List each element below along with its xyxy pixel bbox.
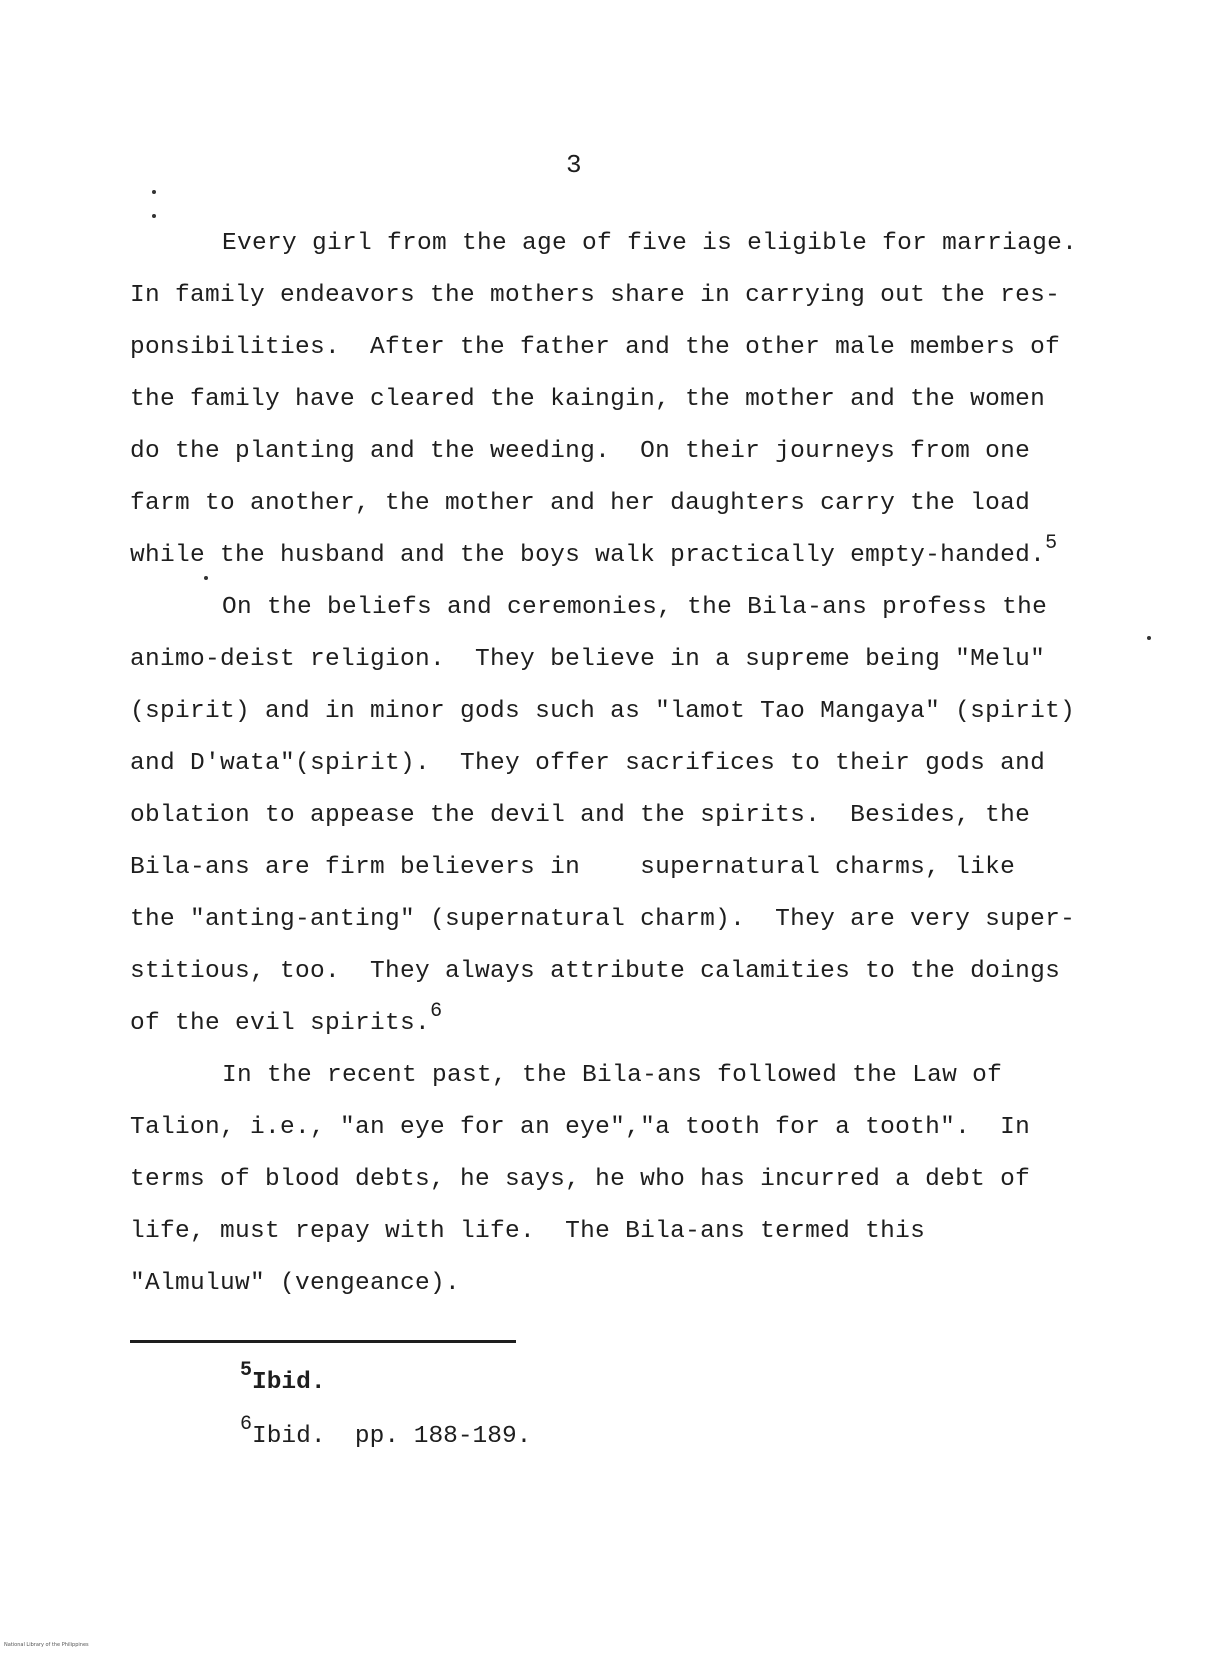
archive-stamp: National Library of the Philippines [4,1642,89,1648]
paragraph-2-line-3: (spirit) and in minor gods such as "lamot Tao Mangaya" (spirit) [130,698,1076,725]
paragraph-1-line-6: farm to another, the mother and her daughters carry the load [130,490,1031,517]
footnote-ref-5: 5 [1045,531,1058,555]
body-text [130,218,1090,1310]
page-number: 3 [566,150,582,180]
footnote-5-number: 5 [240,1358,253,1382]
footnote-5 [240,1356,531,1410]
paragraph-1-line-7-text: while the husband and the boys walk practically empty-handed. [130,542,1046,569]
paragraph-3-line-2: Talion, i.e., "an eye for an eye","a tooth for a tooth". In [130,1114,1031,1141]
scan-speck [152,214,156,218]
paragraph-2-line-4: and D'wata"(spirit). They offer sacrifices to their gods and [130,750,1046,777]
paragraph-3-line-4: life, must repay with life. The Bila-ans termed this [130,1218,926,1245]
footnotes [240,1356,531,1464]
paragraph-1-line-1: Every girl from the age of five is eligible for marriage. [222,230,1078,257]
paragraph-1-line-7 [130,530,1090,582]
footnote-divider [130,1340,516,1343]
paragraph-1-line-5: do the planting and the weeding. On their journeys from one [130,438,1031,465]
paragraph-2-line-6: Bila-ans are firm believers in supernatural charms, like [130,854,1016,881]
scan-speck [204,576,208,580]
paragraph-3-line-1: In the recent past, the Bila-ans followed the Law of [222,1062,1003,1089]
footnote-6 [240,1410,531,1464]
scan-speck [152,190,156,194]
paragraph-2-line-5: oblation to appease the devil and the spirits. Besides, the [130,802,1031,829]
paragraph-2-line-9 [130,998,1090,1050]
footnote-5-text: Ibid. [252,1369,326,1396]
paragraph-2-line-2: animo-deist religion. They believe in a supreme being "Melu" [130,646,1046,673]
scan-speck [1147,636,1151,640]
paragraph-3-line-5: "Almuluw" (vengeance). [130,1270,461,1297]
paragraph-3-line-3: terms of blood debts, he says, he who has incurred a debt of [130,1166,1031,1193]
paragraph-2-line-8: stitious, too. They always attribute calamities to the doings [130,958,1061,985]
footnote-6-number: 6 [240,1412,253,1436]
footnote-ref-6: 6 [430,999,443,1023]
footnote-6-text: Ibid. pp. 188-189. [252,1423,532,1450]
paragraph-1-line-4: the family have cleared the kaingin, the mother and the women [130,386,1046,413]
paragraph-2-line-9-text: of the evil spirits. [130,1010,431,1037]
paragraph-1-line-3: ponsibilities. After the father and the other male members of [130,334,1061,361]
paragraph-1-line-2: In family endeavors the mothers share in carrying out the res- [130,282,1061,309]
paragraph-2-line-7: the "anting-anting" (supernatural charm). They are very super- [130,906,1076,933]
paragraph-2-line-1: On the beliefs and ceremonies, the Bila-ans profess the [222,594,1048,621]
